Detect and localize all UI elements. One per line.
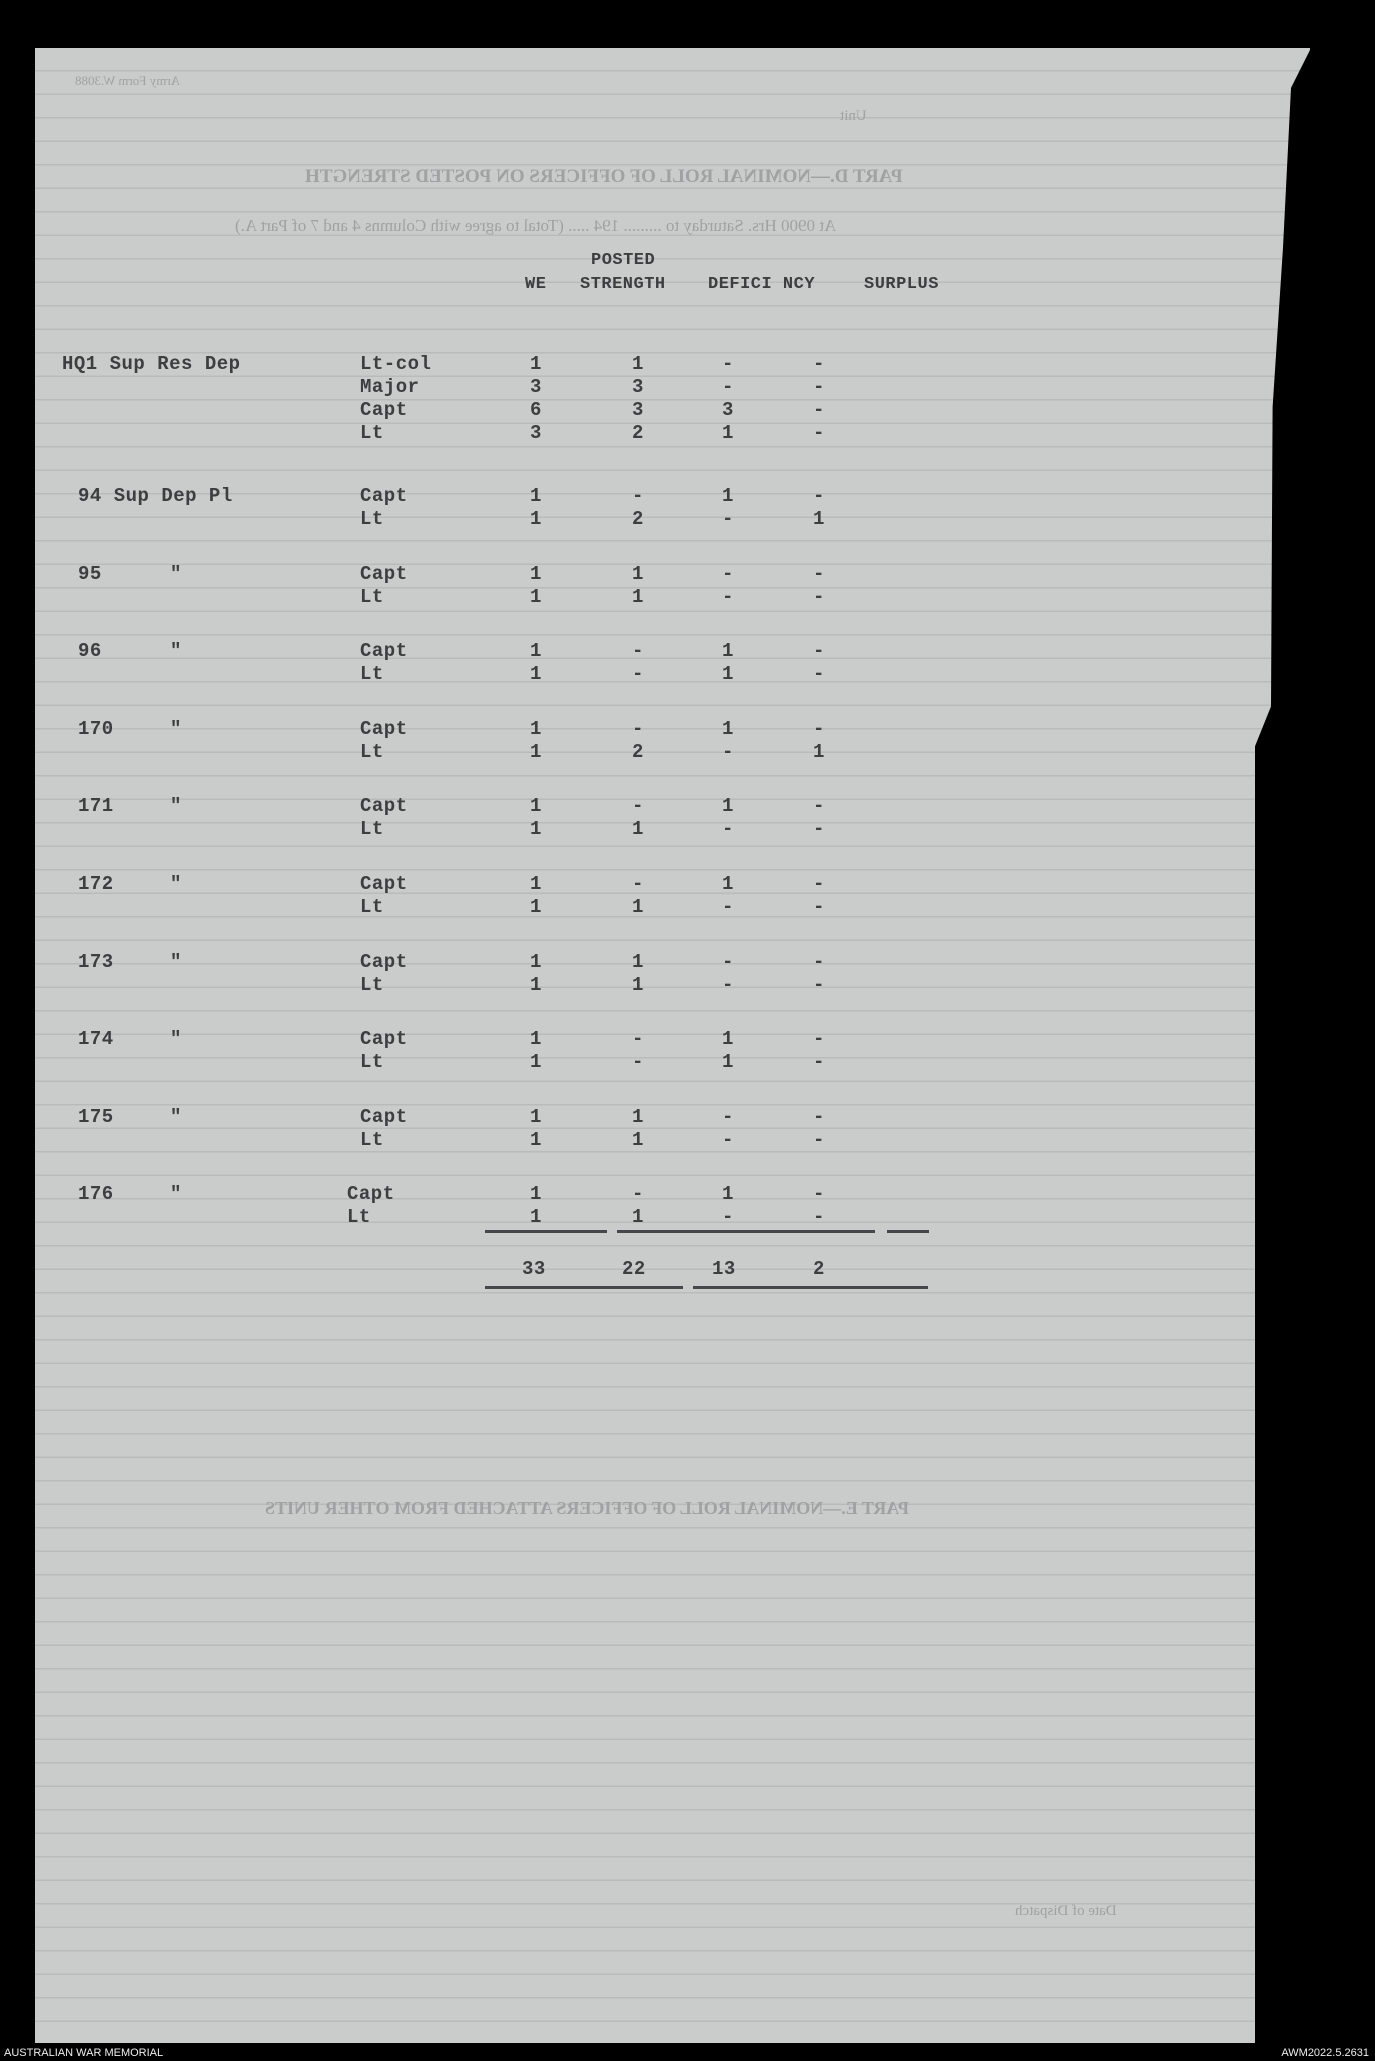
we-value: 1: [530, 795, 542, 817]
surplus-value: 1: [813, 741, 825, 763]
column-header-we: WE: [525, 275, 547, 294]
surplus-value: -: [813, 1106, 825, 1128]
deficiency-value: -: [722, 818, 734, 840]
surplus-value: -: [813, 1028, 825, 1050]
surplus-value: -: [813, 873, 825, 895]
surplus-value: -: [813, 376, 825, 398]
ditto-mark: ": [170, 873, 182, 895]
deficiency-value: 1: [722, 873, 734, 895]
rank-label: Major: [360, 376, 420, 398]
column-header-deficiency: DEFICI NCY: [708, 275, 816, 294]
we-value: 1: [530, 663, 542, 685]
surplus-value: -: [813, 640, 825, 662]
surplus-value: -: [813, 663, 825, 685]
surplus-value: -: [813, 1183, 825, 1205]
posted-strength-value: -: [632, 1028, 644, 1050]
surplus-value: -: [813, 422, 825, 444]
subtotal-rule: [485, 1230, 607, 1233]
we-value: 1: [530, 485, 542, 507]
we-value: 1: [530, 896, 542, 918]
total-posted-strength: 22: [622, 1258, 646, 1280]
rank-label: Capt: [360, 951, 408, 973]
we-value: 1: [530, 1129, 542, 1151]
rank-label: Lt: [360, 741, 384, 763]
ditto-mark: ": [170, 1028, 182, 1050]
deficiency-value: 1: [722, 718, 734, 740]
deficiency-value: 1: [722, 1051, 734, 1073]
surplus-value: -: [813, 974, 825, 996]
we-value: 1: [530, 586, 542, 608]
rank-label: Lt: [360, 422, 384, 444]
posted-strength-value: 1: [632, 896, 644, 918]
ghost-part-d-heading: PART D.—NOMINAL ROLL OF OFFICERS ON POSTED STRENGTH: [305, 166, 903, 187]
deficiency-value: -: [722, 353, 734, 375]
posted-strength-value: 2: [632, 422, 644, 444]
total-rule: [485, 1286, 683, 1289]
ghost-date-line: Date of Dispatch: [1015, 1903, 1117, 1919]
subtotal-rule: [617, 1230, 875, 1233]
surplus-value: -: [813, 896, 825, 918]
surplus-value: -: [813, 399, 825, 421]
we-value: 1: [530, 1106, 542, 1128]
we-value: 1: [530, 563, 542, 585]
rank-label: Capt: [360, 640, 408, 662]
total-rule: [693, 1286, 928, 1289]
posted-strength-value: 1: [632, 974, 644, 996]
posted-strength-value: 2: [632, 741, 644, 763]
we-value: 1: [530, 741, 542, 763]
rank-label: Lt: [360, 1051, 384, 1073]
deficiency-value: 1: [722, 485, 734, 507]
unit-name: 172: [78, 873, 114, 895]
posted-strength-value: 1: [632, 586, 644, 608]
deficiency-value: 1: [722, 422, 734, 444]
rank-label: Lt: [360, 1129, 384, 1151]
we-value: 1: [530, 1183, 542, 1205]
rank-label: Lt-col: [360, 353, 432, 375]
ditto-mark: ": [170, 563, 182, 585]
document-page: [35, 48, 1310, 2043]
we-value: 1: [530, 974, 542, 996]
rank-label: Lt: [360, 586, 384, 608]
we-value: 1: [530, 353, 542, 375]
surplus-value: -: [813, 1051, 825, 1073]
we-value: 1: [530, 508, 542, 530]
ditto-mark: ": [170, 1183, 182, 1205]
deficiency-value: 1: [722, 663, 734, 685]
deficiency-value: 1: [722, 1028, 734, 1050]
posted-strength-value: -: [632, 795, 644, 817]
total-surplus: 2: [813, 1258, 825, 1280]
surplus-value: -: [813, 795, 825, 817]
unit-name: 176: [78, 1183, 114, 1205]
ditto-mark: ": [170, 951, 182, 973]
surplus-value: -: [813, 1206, 825, 1228]
rank-label: Lt: [360, 663, 384, 685]
surplus-value: -: [813, 353, 825, 375]
unit-name: 171: [78, 795, 114, 817]
posted-strength-value: 1: [632, 1106, 644, 1128]
posted-strength-value: 1: [632, 818, 644, 840]
we-value: 1: [530, 1028, 542, 1050]
deficiency-value: -: [722, 563, 734, 585]
column-header-posted: POSTED: [591, 251, 656, 270]
posted-strength-value: 2: [632, 508, 644, 530]
posted-strength-value: 1: [632, 1129, 644, 1151]
rank-label: Capt: [360, 485, 408, 507]
we-value: 1: [530, 1051, 542, 1073]
rank-label: Lt: [360, 896, 384, 918]
ghost-part-e-heading: PART E.—NOMINAL ROLL OF OFFICERS ATTACHED FROM OTHER UNITS: [265, 1498, 909, 1518]
posted-strength-value: -: [632, 663, 644, 685]
deficiency-value: 1: [722, 795, 734, 817]
surplus-value: -: [813, 718, 825, 740]
posted-strength-value: -: [632, 873, 644, 895]
deficiency-value: -: [722, 1106, 734, 1128]
ditto-mark: ": [170, 1106, 182, 1128]
deficiency-value: -: [722, 376, 734, 398]
total-we: 33: [522, 1258, 546, 1280]
footer-accession-number: AWM2022.5.2631: [1281, 2047, 1369, 2059]
deficiency-value: -: [722, 1129, 734, 1151]
we-value: 3: [530, 376, 542, 398]
unit-name: 175: [78, 1106, 114, 1128]
rank-label: Capt: [360, 873, 408, 895]
surplus-value: -: [813, 818, 825, 840]
unit-name: 170: [78, 718, 114, 740]
ghost-form-number: Army Form W.3088: [75, 73, 181, 88]
ghost-unit-label: Unit: [840, 108, 867, 124]
unit-name: 174: [78, 1028, 114, 1050]
surplus-value: -: [813, 586, 825, 608]
deficiency-value: 1: [722, 640, 734, 662]
unit-name: 96: [78, 640, 102, 662]
rank-label: Lt: [360, 974, 384, 996]
rank-label: Capt: [360, 399, 408, 421]
rank-label: Capt: [347, 1183, 395, 1205]
rank-label: Capt: [360, 1106, 408, 1128]
ghost-part-d-subheading: At 0900 Hrs. Saturday to ......... 194 ..... (Total to agree with Columns 4 and 7 of Part A.): [235, 216, 837, 235]
posted-strength-value: -: [632, 1183, 644, 1205]
ditto-mark: ": [170, 795, 182, 817]
posted-strength-value: -: [632, 640, 644, 662]
ditto-mark: ": [170, 640, 182, 662]
we-value: 1: [530, 818, 542, 840]
unit-name: 95: [78, 563, 102, 585]
deficiency-value: -: [722, 974, 734, 996]
surplus-value: -: [813, 951, 825, 973]
posted-strength-value: 1: [632, 353, 644, 375]
ditto-mark: ": [170, 718, 182, 740]
deficiency-value: -: [722, 586, 734, 608]
we-value: 1: [530, 640, 542, 662]
column-header-strength: STRENGTH: [580, 275, 666, 294]
we-value: 3: [530, 422, 542, 444]
we-value: 1: [530, 873, 542, 895]
deficiency-value: -: [722, 896, 734, 918]
posted-strength-value: -: [632, 1051, 644, 1073]
deficiency-value: -: [722, 741, 734, 763]
posted-strength-value: 1: [632, 563, 644, 585]
we-value: 1: [530, 1206, 542, 1228]
unit-name: 94 Sup Dep Pl: [78, 485, 233, 507]
deficiency-value: -: [722, 951, 734, 973]
footer-institution: AUSTRALIAN WAR MEMORIAL: [4, 2047, 164, 2059]
rank-label: Lt: [360, 818, 384, 840]
rank-label: Lt: [347, 1206, 371, 1228]
unit-name: HQ1 Sup Res Dep: [62, 353, 241, 375]
rank-label: Capt: [360, 795, 408, 817]
we-value: 1: [530, 951, 542, 973]
posted-strength-value: 3: [632, 376, 644, 398]
rank-label: Capt: [360, 718, 408, 740]
posted-strength-value: 3: [632, 399, 644, 421]
we-value: 1: [530, 718, 542, 740]
surplus-value: -: [813, 1129, 825, 1151]
posted-strength-value: -: [632, 485, 644, 507]
rank-label: Capt: [360, 563, 408, 585]
deficiency-value: -: [722, 508, 734, 530]
surplus-value: -: [813, 485, 825, 507]
unit-name: 173: [78, 951, 114, 973]
deficiency-value: 1: [722, 1183, 734, 1205]
posted-strength-value: 1: [632, 951, 644, 973]
total-deficiency: 13: [712, 1258, 736, 1280]
subtotal-rule: [887, 1230, 929, 1233]
column-header-surplus: SURPLUS: [864, 275, 939, 294]
surplus-value: 1: [813, 508, 825, 530]
posted-strength-value: -: [632, 718, 644, 740]
deficiency-value: 3: [722, 399, 734, 421]
deficiency-value: -: [722, 1206, 734, 1228]
we-value: 6: [530, 399, 542, 421]
rank-label: Capt: [360, 1028, 408, 1050]
surplus-value: -: [813, 563, 825, 585]
rank-label: Lt: [360, 508, 384, 530]
posted-strength-value: 1: [632, 1206, 644, 1228]
